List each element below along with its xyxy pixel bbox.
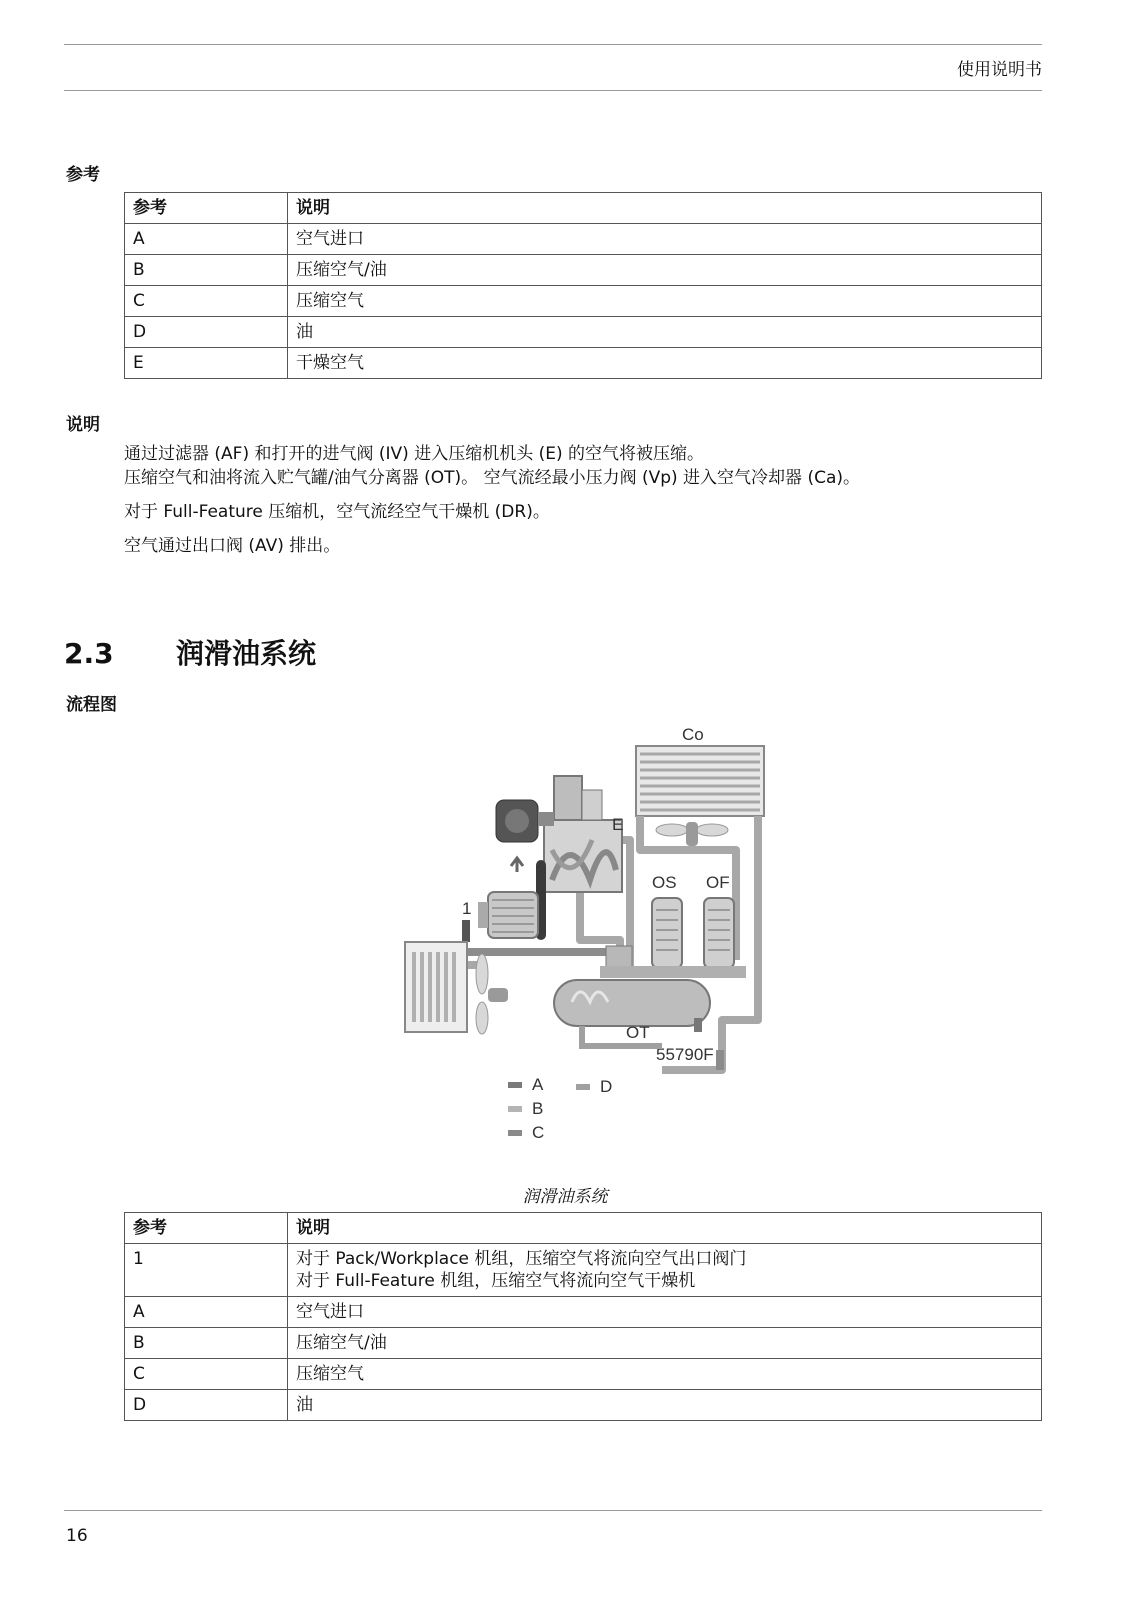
cell-ref: C [125, 286, 288, 317]
table-header-row [125, 193, 1042, 224]
section-number: 2.3 [64, 637, 114, 670]
header-desc: 说明 [288, 1213, 1042, 1244]
label-co: Co [682, 725, 704, 744]
cell-desc: 油 [288, 1390, 1042, 1421]
table-row [125, 317, 1042, 348]
figure-caption: 润滑油系统 [522, 1187, 608, 1207]
cell-desc-line: 对于 Full-Feature 机组，压缩空气将流向空气干燥机 [296, 1271, 696, 1291]
description-line: 通过过滤器 (AF) 和打开的进气阀 (IV) 进入压缩机机头 (E) 的空气将被压缩。 [124, 444, 705, 464]
section-heading [64, 632, 316, 672]
oil-separator [652, 898, 682, 968]
legend-label-b: B [532, 1099, 544, 1118]
table-row [125, 1390, 1042, 1421]
section-label-reference: 参考 [66, 165, 100, 185]
header-desc: 说明 [288, 193, 1042, 224]
header-top-rule [64, 44, 1042, 45]
legend-swatch-b [508, 1106, 522, 1112]
description-block [124, 442, 860, 558]
legend-swatch-d [576, 1084, 590, 1090]
table-row [125, 1328, 1042, 1359]
header-ref: 参考 [125, 1213, 288, 1244]
section-title: 润滑油系统 [176, 637, 317, 670]
label-os: OS [652, 873, 677, 892]
cell-ref: D [125, 317, 288, 348]
table-row [125, 1297, 1042, 1328]
description-line: 压缩空气和油将流入贮气罐/油气分离器 (OT)。 空气流经最小压力阀 (Vp) 进入空气冷却器 (Ca)。 [124, 468, 861, 488]
radiator [405, 942, 467, 1032]
table-row [125, 348, 1042, 379]
radiator-fan [476, 954, 508, 1034]
table-row [125, 1359, 1042, 1390]
cooler-fan [656, 822, 728, 846]
cell-desc: 干燥空气 [288, 348, 1042, 379]
compressor-element [544, 776, 622, 892]
description-line: 对于 Full-Feature 压缩机，空气流经空气干燥机 (DR)。 [124, 502, 550, 522]
cell-ref: A [125, 1297, 288, 1328]
reference-table-1 [124, 192, 1042, 379]
table-row [125, 286, 1042, 317]
table-row [125, 1244, 1042, 1297]
legend-label-a: A [532, 1075, 544, 1094]
cell-desc-line: 对于 Pack/Workplace 机组，压缩空气将流向空气出口阀门 [296, 1249, 747, 1269]
cell-ref: B [125, 1328, 288, 1359]
cell-desc: 压缩空气/油 [288, 1328, 1042, 1359]
table-row [125, 255, 1042, 286]
header-ref: 参考 [125, 193, 288, 224]
legend-label-d: D [600, 1077, 613, 1096]
cell-desc: 压缩空气 [288, 286, 1042, 317]
footer-rule [64, 1510, 1042, 1511]
legend-swatch-a [508, 1082, 522, 1088]
section-label-description: 说明 [66, 415, 100, 435]
cell-ref: B [125, 255, 288, 286]
cell-desc: 压缩空气 [288, 1359, 1042, 1390]
lubrication-system-diagram [0, 720, 1130, 1190]
page-number: 16 [66, 1526, 88, 1546]
cell-ref: 1 [125, 1244, 288, 1297]
cell-ref: D [125, 1390, 288, 1421]
legend-label-c: C [532, 1123, 545, 1142]
label-code: 55790F [656, 1045, 714, 1064]
reference-table-2 [124, 1212, 1042, 1421]
oil-filter [704, 898, 734, 968]
table-row [125, 224, 1042, 255]
motor [478, 892, 538, 938]
table-header-row [125, 1213, 1042, 1244]
header-bottom-rule [64, 90, 1042, 91]
cell-desc: 压缩空气/油 [288, 255, 1042, 286]
cell-ref: A [125, 224, 288, 255]
cell-desc: 空气进口 [288, 224, 1042, 255]
description-line: 空气通过出口阀 (AV) 排出。 [124, 536, 341, 556]
label-ot: OT [626, 1023, 650, 1042]
cell-desc [288, 1244, 1042, 1297]
label-one: 1 [462, 899, 472, 918]
cell-desc: 空气进口 [288, 1297, 1042, 1328]
legend-swatch-c [508, 1130, 522, 1136]
legend [508, 1075, 612, 1142]
cell-ref: E [125, 348, 288, 379]
cell-desc: 油 [288, 317, 1042, 348]
flow-diagram-label: 流程图 [66, 695, 117, 715]
cell-ref: C [125, 1359, 288, 1390]
label-e: E [612, 815, 624, 834]
header-title: 使用说明书 [957, 60, 1042, 80]
label-of: OF [706, 873, 730, 892]
